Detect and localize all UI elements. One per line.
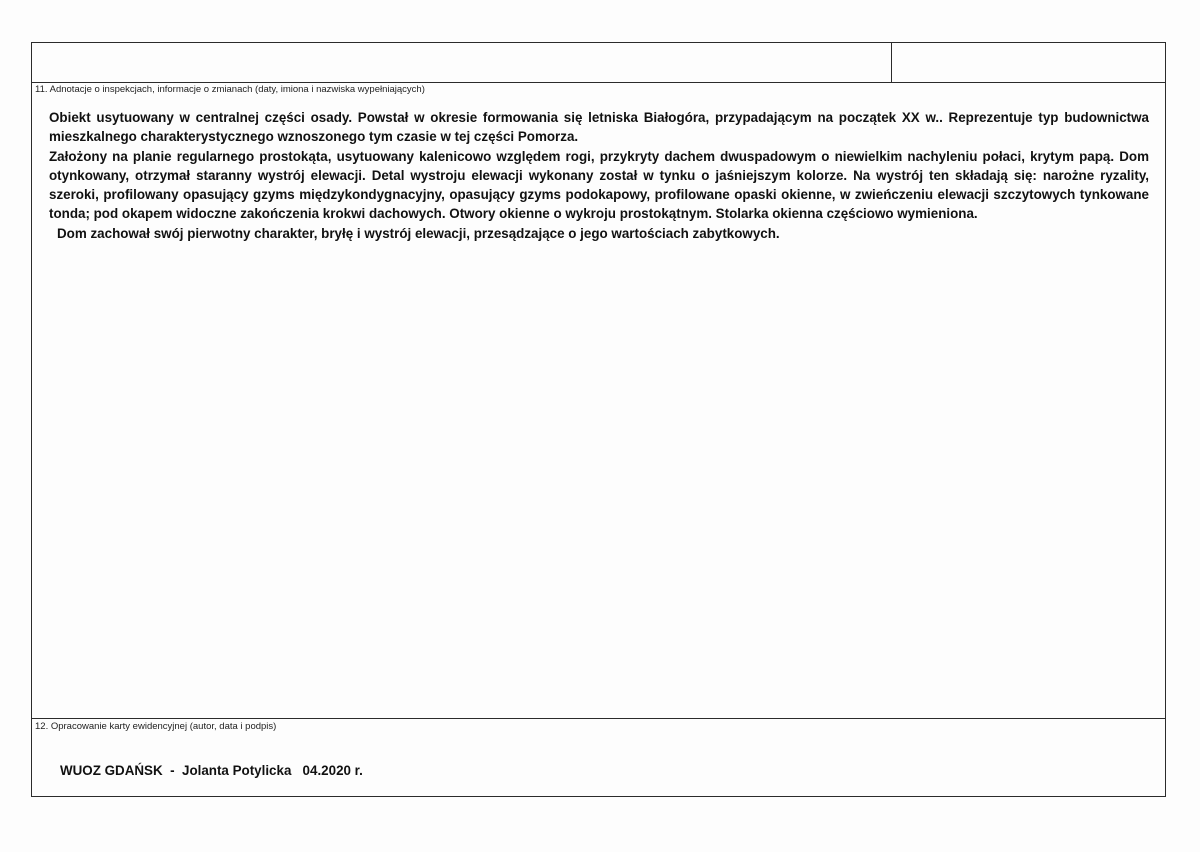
author-signature-text: WUOZ GDAŃSK - Jolanta Potylicka 04.2020 r. xyxy=(60,763,363,778)
paragraph-1: Obiekt usytuowany w centralnej części osady. Powstał w okresie formowania się letniska Białogóra, przypadającym na początek XX w.. Reprezentuje typ budownictwa mieszkalnego charakterystycznego wznoszonego tym czasie w tej części Pomorza. xyxy=(49,110,1149,145)
form-frame xyxy=(31,42,1166,797)
section-12-label: 12. Opracowanie karty ewidencyjnej (autor, data i podpis) xyxy=(35,721,277,732)
paragraph-3: Dom zachował swój pierwotny charakter, bryłę i wystrój elewacji, przesądzające o jego wartościach zabytkowych. xyxy=(57,225,780,241)
section-divider xyxy=(32,718,1165,719)
cell-divider xyxy=(891,43,892,83)
section-11-label: 11. Adnotacje o inspekcjach, informacje o zmianach (daty, imiona i nazwiska wypełniających) xyxy=(35,84,425,95)
section-11-content xyxy=(49,108,1149,243)
form-top-row xyxy=(32,43,1165,83)
paragraph-2: Założony na planie regularnego prostokąta, usytuowany kalenicowo względem rogi, przykryty dachem dwuspadowym o niewielkim nachyleniu połaci, krytym papą. Dom otynkowany, otrzymał staranny wystrój elewacji. Detal wystroju elewacji wykonany został w tynku o jaśniejszym kolorze. Na wystrój ten składają się: narożne ryzality, szeroki, profilowany opasujący gzyms międzykondygnacyjny, opasujący gzyms podokapowy, profilowane opaski okienne, w zwieńczeniu elewacji szczytowych tynkowane tonda; pod okapem widoczne zakończenia krokwi dachowych. Otwory okienne o wykroju prostokątnym. Stolarka okienna częściowo wymieniona. xyxy=(49,148,1149,222)
